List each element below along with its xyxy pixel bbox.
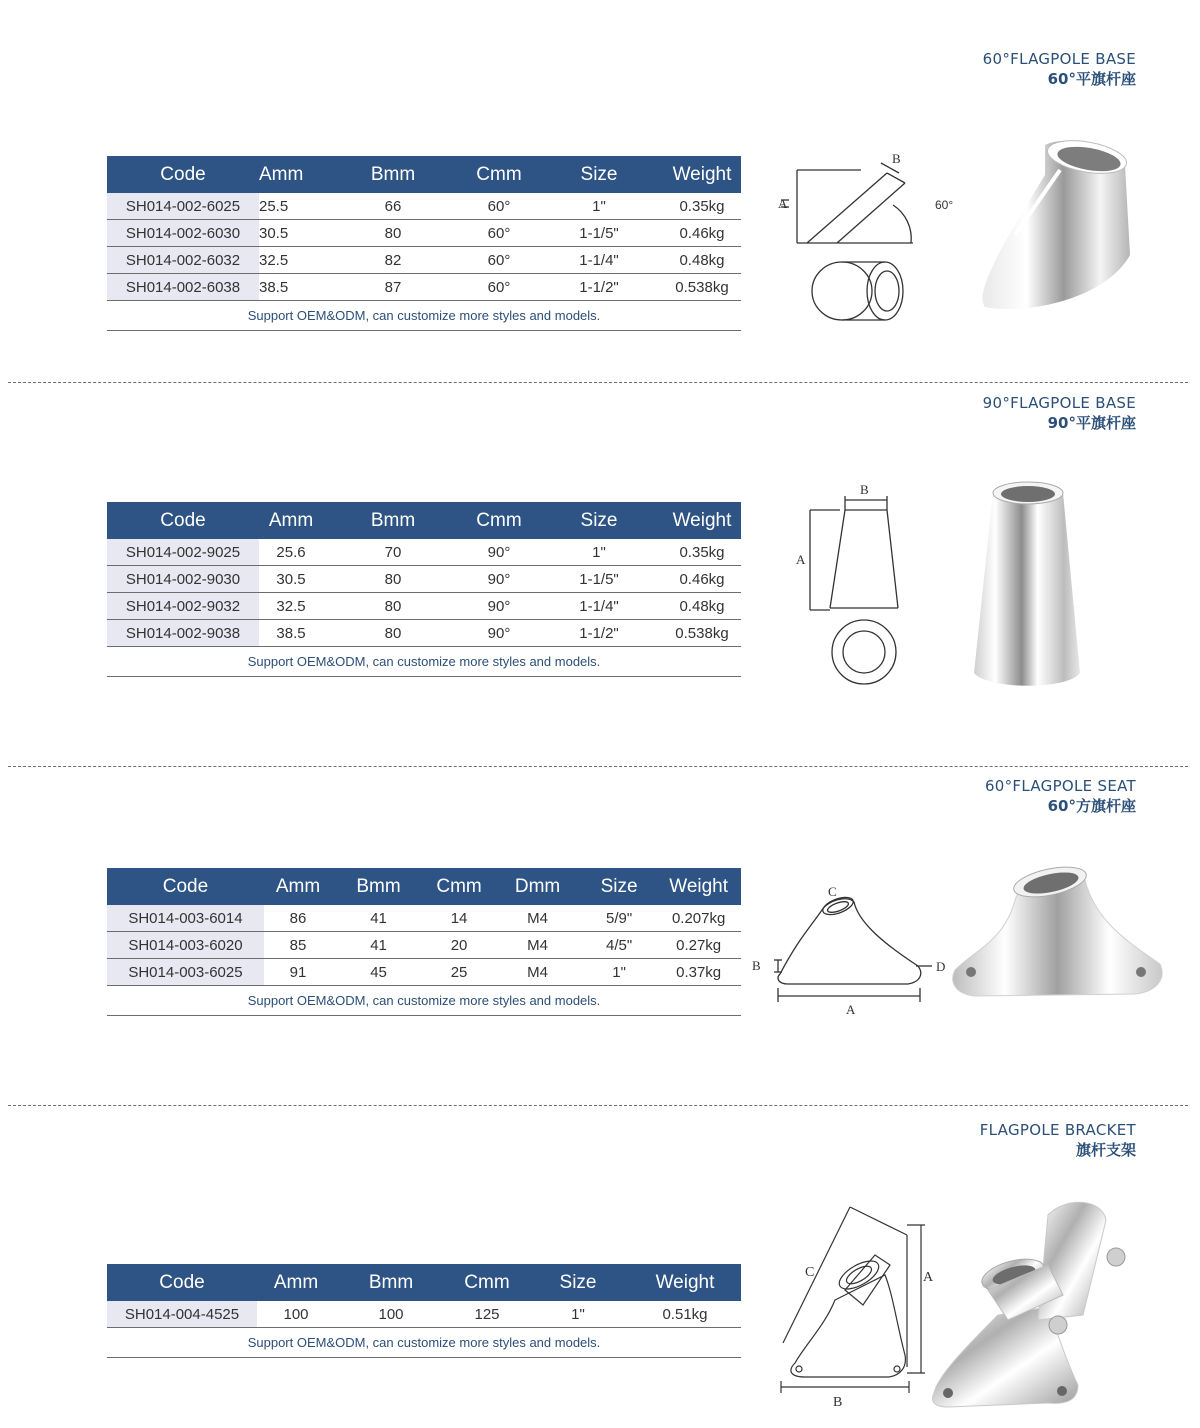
table-header (107, 1264, 741, 1301)
table-cell: 90° (463, 593, 535, 620)
table-cell: 80 (323, 220, 463, 247)
column-header: Code (107, 868, 264, 905)
table-row (107, 905, 741, 932)
table-cell: 0.46kg (663, 220, 741, 247)
table-cell: 80 (323, 566, 463, 593)
label-a: A (846, 1002, 856, 1017)
column-header: Size (582, 868, 656, 905)
table-cell: 32.5 (259, 593, 323, 620)
column-header: Bmm (332, 868, 425, 905)
table-cell: 38.5 (259, 274, 323, 301)
column-header: Dmm (493, 868, 582, 905)
label-b: B (860, 482, 869, 497)
table-cell: 86 (264, 905, 332, 932)
table-cell: 60° (463, 247, 535, 274)
table-cell: 0.37kg (656, 959, 741, 986)
table-cell: 90° (463, 539, 535, 566)
section-title-60-seat (985, 776, 1136, 816)
column-header: Amm (257, 1264, 335, 1301)
table-row (107, 932, 741, 959)
table-cell: 38.5 (259, 620, 323, 647)
code-cell: SH014-003-6025 (107, 959, 264, 986)
table-cell: 1" (527, 1301, 629, 1328)
note-row (107, 1328, 741, 1358)
title-en: 60°FLAGPOLE BASE (982, 50, 1136, 68)
table-cell: 1-1/5" (535, 220, 663, 247)
table-cell: 1-1/4" (535, 593, 663, 620)
table-cell: 125 (447, 1301, 527, 1328)
code-cell: SH014-002-9032 (107, 593, 259, 620)
flagpole-base-60-photo-icon (965, 135, 1170, 320)
table-cell: 0.27kg (656, 932, 741, 959)
code-cell: SH014-002-9025 (107, 539, 259, 566)
section-divider (8, 382, 1188, 383)
table-cell: M4 (493, 905, 582, 932)
column-header: Weight (656, 868, 741, 905)
spec-table-90-base (107, 502, 741, 677)
table-cell: 25 (425, 959, 493, 986)
table-cell: 100 (257, 1301, 335, 1328)
column-header: Amm (264, 868, 332, 905)
column-header: Bmm (335, 1264, 447, 1301)
column-header: Weight (663, 502, 741, 539)
title-zh: 旗杆支架 (1075, 1141, 1136, 1159)
column-header: Code (107, 1264, 257, 1301)
table-cell: 80 (323, 620, 463, 647)
column-header: Cmm (425, 868, 493, 905)
table-cell: 66 (323, 193, 463, 220)
oem-note: Support OEM&ODM, can customize more styles and models. (107, 647, 741, 677)
table-cell: M4 (493, 959, 582, 986)
table-cell: 1" (582, 959, 656, 986)
column-header: Cmm (463, 156, 535, 193)
table-cell: 60° (463, 193, 535, 220)
code-cell: SH014-002-6038 (107, 274, 259, 301)
title-zh: 90°平旗杆座 (1047, 414, 1136, 432)
table-cell: 14 (425, 905, 493, 932)
table-cell: 0.46kg (663, 566, 741, 593)
table-header (107, 502, 741, 539)
oem-note: Support OEM&ODM, can customize more styles and models. (107, 1328, 741, 1358)
table-row (107, 220, 741, 247)
label-a: A (778, 196, 788, 211)
table-row (107, 247, 741, 274)
code-cell: SH014-002-9030 (107, 566, 259, 593)
table-row (107, 593, 741, 620)
table-cell: 100 (335, 1301, 447, 1328)
code-cell: SH014-002-9038 (107, 620, 259, 647)
table-cell: 0.48kg (663, 593, 741, 620)
table-cell: 5/9" (582, 905, 656, 932)
column-header: Amm (259, 502, 323, 539)
table-cell: 0.35kg (663, 539, 741, 566)
table-cell: 0.35kg (663, 193, 741, 220)
table-header (107, 868, 741, 905)
table-cell: 32.5 (259, 247, 323, 274)
table-cell: 1-1/5" (535, 566, 663, 593)
column-header: Bmm (323, 156, 463, 193)
table-cell: 30.5 (259, 220, 323, 247)
table-row (107, 959, 741, 986)
spec-table-bracket (107, 1264, 741, 1358)
table-cell: 0.48kg (663, 247, 741, 274)
table-cell: 87 (323, 274, 463, 301)
table-cell: 25.5 (259, 193, 323, 220)
table-cell: 85 (264, 932, 332, 959)
table-cell: 90° (463, 620, 535, 647)
table-cell: 20 (425, 932, 493, 959)
label-a: A (796, 552, 806, 567)
table-cell: 4/5" (582, 932, 656, 959)
title-en: 90°FLAGPOLE BASE (982, 394, 1136, 412)
table-row (107, 1301, 741, 1328)
label-c: C (805, 1265, 815, 1280)
code-cell: SH014-002-6025 (107, 193, 259, 220)
label-c: C (828, 884, 837, 899)
table-cell: 1-1/2" (535, 274, 663, 301)
note-row (107, 647, 741, 677)
section-divider (8, 1105, 1188, 1106)
table-cell: 30.5 (259, 566, 323, 593)
table-cell: 0.538kg (663, 620, 741, 647)
table-cell: 1-1/2" (535, 620, 663, 647)
table-row (107, 274, 741, 301)
column-header: Weight (629, 1264, 741, 1301)
table-cell: 25.6 (259, 539, 323, 566)
spec-table-60-base (107, 156, 741, 331)
section-title-bracket (980, 1120, 1136, 1160)
code-cell: SH014-003-6014 (107, 905, 264, 932)
label-angle: 60° (935, 198, 954, 212)
label-b: B (833, 1395, 843, 1410)
table-cell: 60° (463, 220, 535, 247)
column-header: Amm (259, 156, 323, 193)
table-row (107, 539, 741, 566)
code-cell: SH014-004-4525 (107, 1301, 257, 1328)
label-a: A (923, 1270, 934, 1285)
spec-table-60-seat (107, 868, 741, 1016)
table-cell: 1" (535, 539, 663, 566)
flagpole-base-60-diagram-icon (775, 145, 955, 330)
section-title-60-base (983, 49, 1136, 89)
table-cell: 0.207kg (656, 905, 741, 932)
column-header: Size (527, 1264, 629, 1301)
table-cell: 80 (323, 593, 463, 620)
title-zh: 60°平旗杆座 (1047, 70, 1136, 88)
column-header: Bmm (323, 502, 463, 539)
label-d: D (936, 959, 946, 974)
table-row (107, 193, 741, 220)
table-row (107, 620, 741, 647)
table-header (107, 156, 741, 193)
column-header: Size (535, 502, 663, 539)
code-cell: SH014-002-6032 (107, 247, 259, 274)
table-cell: 90° (463, 566, 535, 593)
column-header: Code (107, 502, 259, 539)
section-divider (8, 766, 1188, 767)
flagpole-bracket-photo-icon (928, 1195, 1138, 1410)
flagpole-base-90-diagram-icon (790, 478, 930, 693)
note-row (107, 301, 741, 331)
table-cell: 1" (535, 193, 663, 220)
code-cell: SH014-003-6020 (107, 932, 264, 959)
title-zh: 60°方旗杆座 (1047, 797, 1136, 815)
table-row (107, 566, 741, 593)
title-en: FLAGPOLE BRACKET (979, 1121, 1136, 1139)
flagpole-seat-photo-icon (945, 860, 1170, 1005)
table-cell: 41 (332, 932, 425, 959)
column-header: Cmm (463, 502, 535, 539)
label-b: B (892, 151, 901, 166)
table-cell: 82 (323, 247, 463, 274)
section-title-90-base (983, 393, 1136, 433)
oem-note: Support OEM&ODM, can customize more styles and models. (107, 301, 741, 331)
table-cell: 0.538kg (663, 274, 741, 301)
column-header: Size (535, 156, 663, 193)
flagpole-base-90-photo-icon (968, 478, 1088, 693)
table-cell: 0.51kg (629, 1301, 741, 1328)
column-header: Weight (663, 156, 741, 193)
column-header: Code (107, 156, 259, 193)
flagpole-bracket-diagram-icon (775, 1195, 945, 1410)
table-cell: 45 (332, 959, 425, 986)
oem-note: Support OEM&ODM, can customize more styles and models. (107, 986, 741, 1016)
note-row (107, 986, 741, 1016)
flagpole-seat-diagram-icon (748, 880, 948, 1020)
table-cell: M4 (493, 932, 582, 959)
label-b: B (752, 958, 761, 973)
table-cell: 1-1/4" (535, 247, 663, 274)
column-header: Cmm (447, 1264, 527, 1301)
table-cell: 60° (463, 274, 535, 301)
code-cell: SH014-002-6030 (107, 220, 259, 247)
title-en: 60°FLAGPOLE SEAT (984, 777, 1136, 795)
table-cell: 70 (323, 539, 463, 566)
table-cell: 41 (332, 905, 425, 932)
table-cell: 91 (264, 959, 332, 986)
